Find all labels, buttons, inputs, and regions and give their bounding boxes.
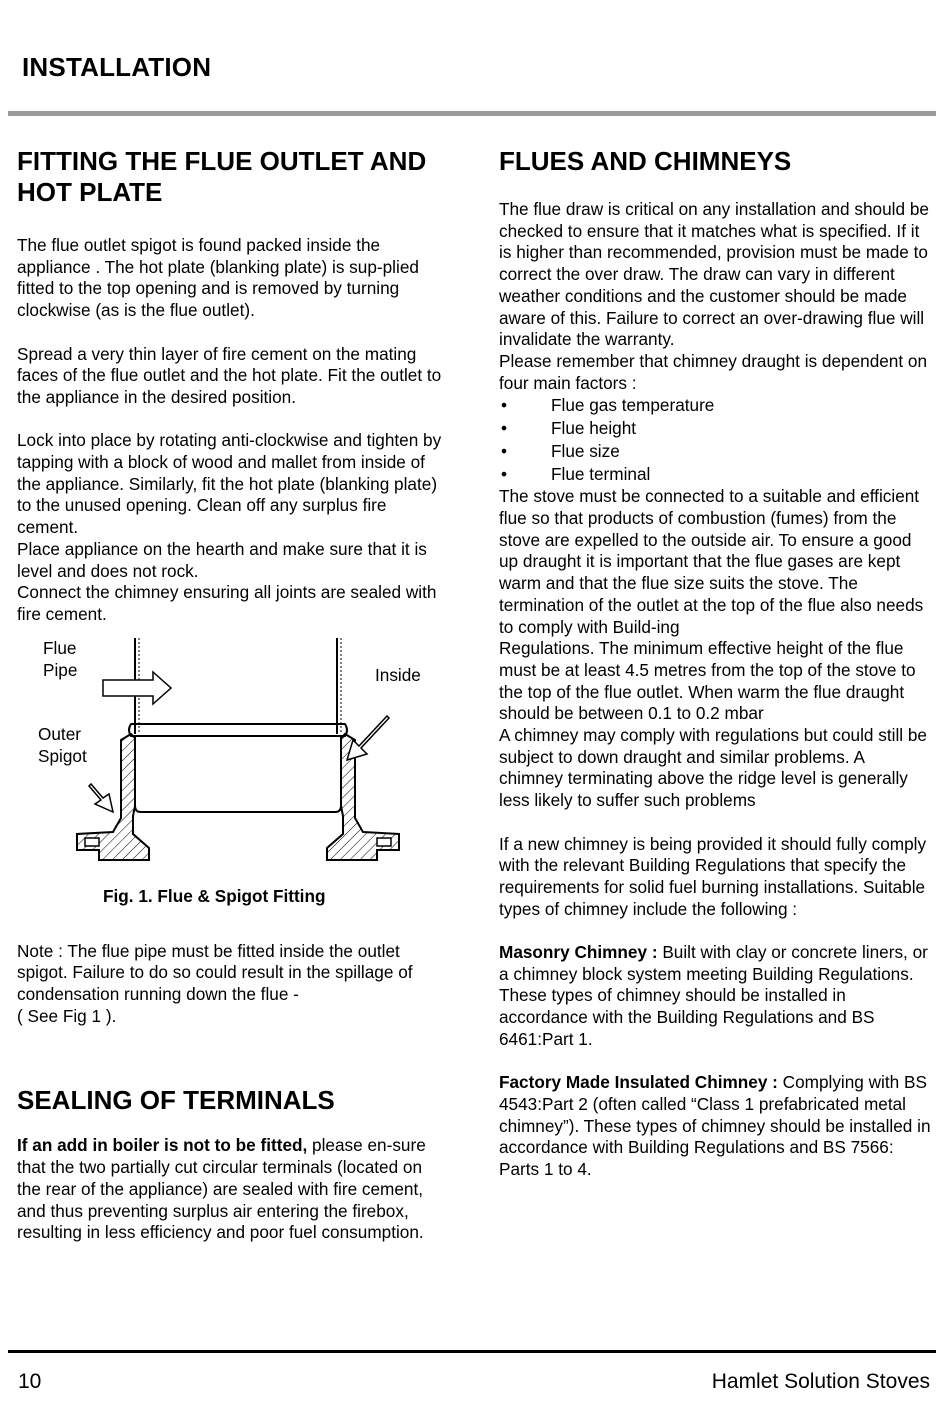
factory-text: Complying with BS 4543:Part 2 (often called “Class 1 prefabricated metal chimney”). These types of chimney should be installed in accordance with Building Regulations and BS 7566: Parts 1 to 4. — [499, 1072, 931, 1180]
factory-paragraph — [499, 1072, 931, 1181]
figure-caption: Fig. 1. Flue & Spigot Fitting — [103, 885, 326, 906]
list-item: • Flue gas temperature — [499, 394, 931, 417]
paragraph: Please remember that chimney draught is dependent on four main factors : — [499, 350, 928, 393]
footer-rule — [8, 1350, 936, 1353]
paragraph: A chimney may comply with regulations but could still be subject to down draught and similar problems. A chimney terminating above the ridge level is generally less likely to suffer such problems — [499, 725, 927, 811]
paragraph: Place appliance on the hearth and make sure that it is level and does not rock. — [17, 538, 427, 581]
header-rule — [8, 111, 936, 116]
paragraph: Regulations. The minimum effective height of the flue must be at least 4.5 metres from the top of the stove to the top of the flue outlet. When warm the flue draught should be between 0.1 to 0.2 mbar — [499, 638, 916, 724]
left-column — [17, 146, 449, 1244]
label-outer: Outer — [38, 723, 81, 744]
flue-spigot-figure — [17, 638, 449, 908]
page-number: 10 — [18, 1370, 42, 1393]
masonry-bold-lead: Masonry Chimney : — [499, 942, 658, 963]
paragraph: Lock into place by rotating anti-clockwise and tighten by tapping with a block of wood and mallet from inside of the appliance. Similarly, fit the hot plate (blanking plate) to the unused opening. Clean off any surplus fire cement. — [17, 430, 442, 538]
sealing-bold-lead: If an add in boiler is not to be fitted, — [17, 1135, 308, 1156]
label-pipe: Pipe — [43, 659, 78, 680]
paragraph: Connect the chimney ensuring all joints are sealed with fire cement. — [17, 582, 437, 624]
note-reference: ( See Fig 1 ). — [17, 1005, 117, 1026]
masonry-text: Built with clay or concrete liners, or a chimney block system meeting Building Regulations. These types of chimney should be installed in accordance with the Building Regulations and BS 6461:Part 1. — [499, 942, 928, 1049]
paragraph: Spread a very thin layer of fire cement on the mating faces of the flue outlet and the hot plate. Fit the outlet to the appliance in the desired position. — [17, 343, 442, 407]
factors-list — [499, 394, 931, 486]
label-inside: Inside — [375, 664, 421, 685]
list-item: • Flue height — [499, 417, 931, 440]
masonry-paragraph — [499, 942, 931, 1051]
section-title-sealing: SEALING OF TERMINALS — [17, 1085, 335, 1116]
page-header: INSTALLATION — [22, 52, 212, 82]
paragraph: The flue outlet spigot is found packed inside the appliance . The hot plate (blanking plate) is sup-plied fitted to the top opening and is removed by turning clockwise (as is the flue outlet). — [17, 235, 419, 321]
paragraph: The flue draw is critical on any installation and should be checked to ensure that it matches what is specified. If it is higher than recommended, provision must be made to correct the over draw. The draw can vary in different weather conditions and the customer should be made aware of this. Failure to correct an over-drawing flue will invalidate the warranty. — [499, 199, 929, 350]
right-column — [499, 146, 931, 1181]
list-item: • Flue terminal — [499, 463, 931, 486]
list-item: • Flue size — [499, 440, 931, 463]
label-spigot: Spigot — [38, 745, 87, 766]
paragraph: The stove must be connected to a suitable and efficient flue so that products of combustion (fumes) from the stove are expelled to the outside air. To ensure a good up draught it is important that the flue gases are kept warm and that the flue size suits the stove. The termination of the outlet at the top of the flue also needs to comply with Build-ing — [499, 486, 924, 637]
sealing-text: please en-sure that the two partially cut circular terminals (located on the rear of the appliance) are sealed with fire cement, and thus preventing surplus air entering the firebox, resulting in less efficiency and poor fuel consumption. — [17, 1135, 426, 1243]
note-paragraph: Note : The flue pipe must be fitted inside the outlet spigot. Failure to do so could result in the spillage of condensation running down the flue - — [17, 940, 413, 1005]
factory-bold-lead: Factory Made Insulated Chimney : — [499, 1072, 778, 1093]
label-flue: Flue — [43, 637, 77, 658]
paragraph: If a new chimney is being provided it should fully comply with the relevant Building Regulations that specify the requirements for solid fuel burning installations. Suitable types of chimney include the following : — [499, 833, 927, 919]
section-title-fitting: FITTING THE FLUE OUTLET AND HOT PLATE — [17, 146, 427, 207]
section-title-flues: FLUES AND CHIMNEYS — [499, 146, 792, 176]
footer-brand: Hamlet Solution Stoves — [711, 1370, 930, 1393]
sealing-paragraph — [17, 1135, 449, 1244]
